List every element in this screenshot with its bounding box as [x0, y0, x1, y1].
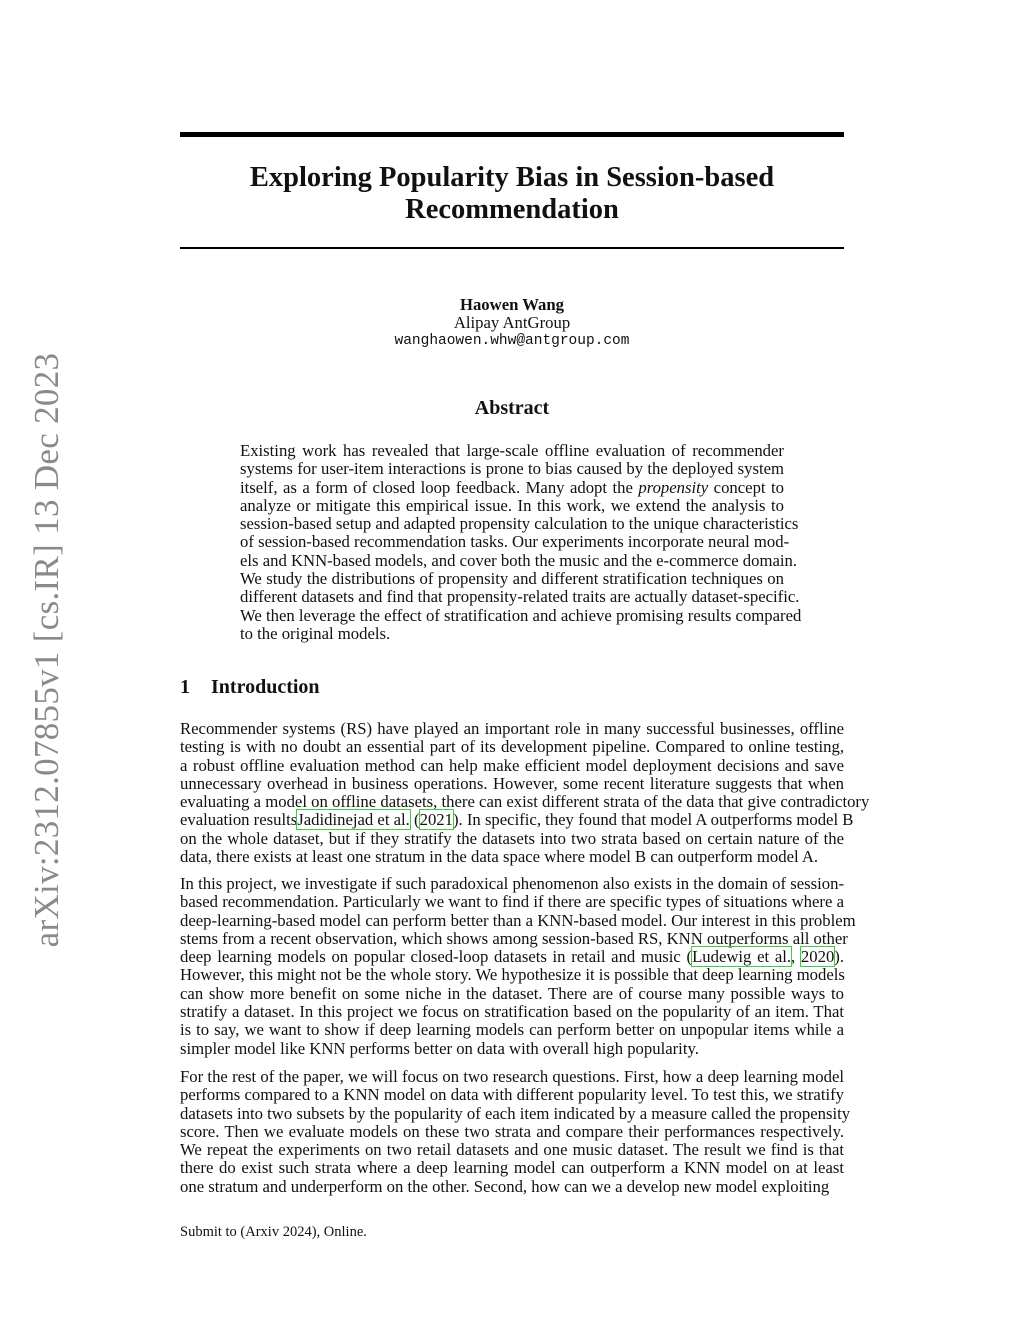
text-run: on the whole dataset, but if they stratify the datasets into two strata based on certain nature of the — [180, 828, 844, 848]
text-line — [180, 1178, 844, 1196]
text-run: Existing work has revealed that large-scale offline evaluation of recommender — [240, 441, 784, 460]
text-line — [180, 775, 844, 793]
text-line — [240, 587, 800, 607]
text-run: based recommendation. Particularly we want to find if there are specific types of situations where a — [180, 892, 844, 912]
text-line — [240, 497, 784, 515]
text-run: testing is with no doubt an essential part of its development pipeline. Compared to online testing, — [180, 737, 844, 757]
text-line — [180, 875, 844, 893]
text-line — [240, 514, 799, 534]
text-line — [180, 848, 844, 866]
text-run: unnecessary overhead in business operations. However, some recent literature suggests that when — [180, 773, 844, 793]
text-run: We repeat the experiments on two retail datasets and one music dataset. The result we find is that — [180, 1140, 844, 1160]
text-line — [180, 830, 844, 848]
abstract-heading: Abstract — [474, 397, 550, 419]
section-number: 1 — [180, 676, 190, 698]
paper-title — [180, 162, 844, 226]
text-run: systems for user-item interactions is prone to bias caused by the deployed system — [240, 459, 784, 479]
citation-link[interactable]: Jadidinejad et al. — [297, 810, 410, 830]
text-run: ). In specific, they found that model A outperforms model B — [452, 810, 854, 830]
text-run: of session-based recommendation tasks. Our experiments incorporate neural mod- — [240, 532, 790, 552]
text-run: is to say, we want to show if deep learning models can perform better on unpopular items while a — [180, 1020, 844, 1040]
text-run: score. Then we evaluate models on these two strata and compare their performances respectively. — [180, 1121, 844, 1141]
text-line — [180, 985, 844, 1003]
text-run: can show more benefit on some niche in the dataset. There are of course many possible ways to — [180, 983, 844, 1003]
author-affiliation: Alipay AntGroup — [453, 313, 571, 332]
text-run: data, there exists at least one stratum in the data space where model B can outperform model A. — [180, 847, 819, 867]
text-run: stratify a dataset. In this project we focus on stratification based on the popularity of an item. That — [180, 1002, 844, 1022]
text-line — [240, 550, 798, 570]
text-run: ). — [834, 947, 845, 967]
author-name: Haowen Wang — [459, 295, 564, 314]
abstract-body — [240, 441, 802, 643]
text-line — [240, 532, 790, 552]
text-run: For the rest of the paper, we will focus on two research questions. First, how a deep learning model — [180, 1067, 844, 1086]
text-line — [180, 928, 848, 948]
emphasis-text: propensity — [638, 477, 709, 497]
section-heading — [180, 676, 320, 699]
text-run: performs compared to a KNN model on data with different popularity level. To test this, we stratify — [180, 1085, 844, 1105]
text-run: to the original models. — [240, 623, 391, 643]
citation-link[interactable]: Ludewig et al. — [692, 947, 792, 967]
text-run: itself, as a form of closed loop feedback. Many adopt the — [240, 477, 639, 497]
text-line — [180, 1040, 844, 1058]
text-run: In this project, we investigate if such paradoxical phenomenon also exists in the domain of session- — [180, 874, 844, 893]
text-line — [180, 810, 854, 830]
text-run: one stratum and underperform on the other. Second, how can we a develop new model exploiting — [180, 1176, 830, 1196]
text-run: a robust offline evaluation method can help make efficient model deployment decisions and save — [180, 755, 844, 775]
text-run: We study the distributions of propensity and different stratification techniques on — [240, 569, 784, 589]
text-line — [180, 720, 844, 738]
title-top-rule — [180, 132, 844, 137]
text-line — [180, 966, 844, 984]
footer-note: Submit to (Arxiv 2024), Online. — [180, 1224, 367, 1240]
intro-paragraph — [180, 1067, 851, 1196]
text-line — [180, 893, 844, 911]
text-line — [180, 1141, 844, 1159]
intro-paragraph — [180, 874, 856, 1058]
citation-link[interactable]: 2020 — [800, 947, 835, 967]
text-line — [240, 479, 784, 497]
text-run: Recommender systems (RS) have played an important role in many successful businesses, offline — [180, 719, 844, 738]
text-line — [180, 910, 856, 930]
text-run: However, this might not be the whole story. We hypothesize it is possible that deep learning models — [180, 965, 845, 985]
text-run: stems from a recent observation, which shows among session-based RS, KNN outperforms all other — [180, 928, 848, 948]
text-run: simpler model like KNN performs better on data with overall high popularity. — [180, 1038, 699, 1058]
text-line — [180, 1086, 844, 1104]
text-run: concept to — [708, 477, 784, 497]
text-line — [180, 1123, 844, 1141]
text-run: datasets into two subsets by the popularity of each item indicated by a measure called the propensity — [180, 1103, 851, 1123]
text-run: els and KNN-based models, and cover both the music and the e-commerce domain. — [240, 550, 798, 570]
text-line — [240, 605, 802, 625]
text-run: there do exist such strata where a deep learning model can outperform a KNN model on at least — [180, 1158, 844, 1178]
section-title: Introduction — [211, 676, 320, 698]
text-line — [180, 1068, 844, 1086]
text-run: deep learning models on popular closed-loop datasets in retail and music ( — [180, 947, 693, 967]
text-line — [240, 442, 784, 460]
title-bottom-rule — [180, 247, 844, 249]
text-run: evaluation results — [180, 810, 298, 830]
text-line — [180, 1103, 851, 1123]
text-run: , — [791, 947, 801, 967]
text-line — [240, 570, 784, 588]
title-line: Recommendation — [405, 194, 619, 225]
text-line — [180, 1159, 844, 1177]
text-line — [180, 792, 870, 812]
title-line: Exploring Popularity Bias in Session-based — [249, 162, 775, 193]
arxiv-stamp: arXiv:2312.07855v1 [cs.IR] 13 Dec 2023 — [27, 352, 66, 948]
intro-paragraph — [180, 719, 870, 867]
text-line — [240, 460, 784, 478]
text-run: session-based setup and adapted propensity calculation to the unique characteristics — [240, 514, 799, 534]
text-line — [180, 757, 844, 775]
text-run: deep-learning-based model can perform better than a KNN-based model. Our interest in this problem — [180, 910, 856, 930]
author-email[interactable]: wanghaowen.whw@antgroup.com — [394, 333, 630, 349]
text-line — [180, 1021, 844, 1039]
text-run: We then leverage the effect of stratification and achieve promising results compared — [240, 605, 802, 625]
text-run: evaluating a model on offline datasets, there can exist different strata of the data that give contradictory — [180, 792, 870, 812]
citation-link[interactable]: 2021 — [419, 810, 453, 830]
text-line — [180, 1003, 844, 1021]
text-run: ( — [409, 810, 420, 830]
text-line — [180, 738, 844, 756]
text-line — [180, 948, 844, 966]
text-run: analyze or mitigate this empirical issue. In this work, we extend the analysis to — [240, 495, 784, 515]
text-line — [240, 625, 784, 643]
text-run: different datasets and find that propensity-related traits are actually dataset-specific. — [240, 587, 800, 607]
